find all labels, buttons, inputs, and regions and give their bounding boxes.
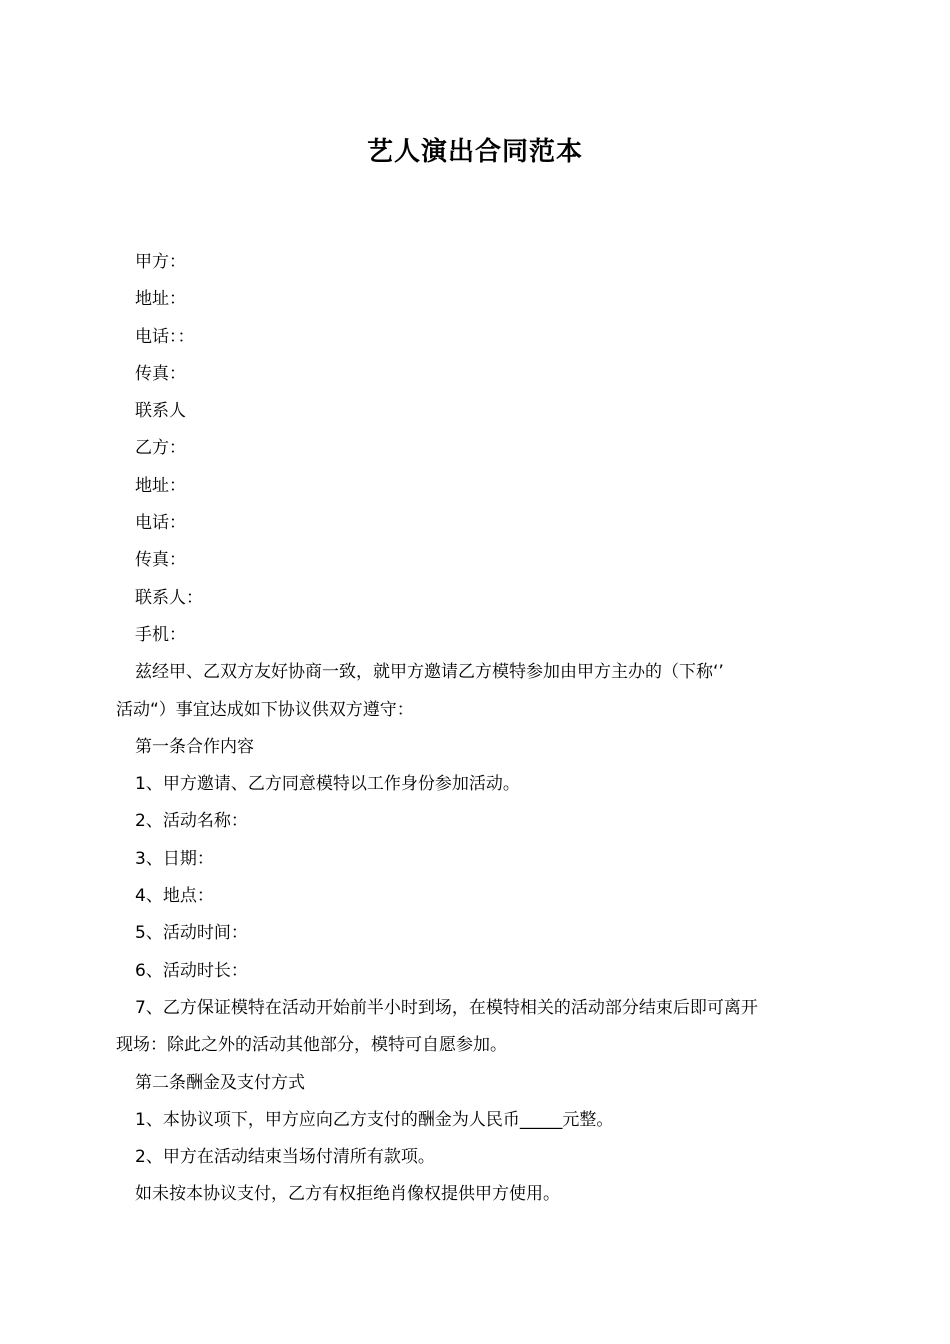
document-line: 2、活动名称： <box>135 811 248 832</box>
document-line: 手机： <box>135 624 186 645</box>
document-line: 7、乙方保证模特在活动开始前半小时到场，在模特相关的活动部分结束后即可离开 <box>135 997 758 1018</box>
document-line: 如未按本协议支付，乙方有权拒绝肖像权提供甲方使用。 <box>135 1184 560 1205</box>
document-line: 乙方： <box>135 438 186 459</box>
document-line: 传真： <box>135 363 186 384</box>
document-line: 第一条合作内容 <box>135 736 254 757</box>
document-line: 甲方： <box>135 252 186 272</box>
document-line: 1、本协议项下，甲方应向乙方支付的酬金为人民币_____元整。 <box>135 1109 614 1130</box>
document-line: 1、甲方邀请、乙方同意模特以工作身份参加活动。 <box>135 774 520 795</box>
document-line: 现场：除此之外的活动其他部分，模特可自愿参加。 <box>116 1035 507 1056</box>
document-line: 电话： <box>135 513 186 534</box>
document-line: 地址： <box>135 289 186 310</box>
document-line: 第二条酬金及支付方式 <box>135 1072 305 1093</box>
document-line: 4、地点： <box>135 886 214 907</box>
document-line: 传真： <box>135 550 186 571</box>
document-line: 6、活动时长： <box>135 960 248 981</box>
document-line: 2、甲方在活动结束当场付清所有款项。 <box>135 1147 435 1168</box>
document-line: 电话：： <box>135 326 195 347</box>
document-title: 艺人演出合同范本 <box>366 137 583 167</box>
document-body <box>116 244 836 1214</box>
document-line: 联系人 <box>135 401 186 422</box>
document-line: 联系人： <box>135 587 203 608</box>
document-line: 3、日期： <box>135 848 214 869</box>
document-line: 活动“）事宜达成如下协议供双方遵守： <box>116 699 414 720</box>
document-line: 5、活动时间： <box>135 923 248 944</box>
document-line: 兹经甲、乙双方友好协商一致，就甲方邀请乙方模特参加由甲方主办的（下称‘’ <box>135 662 724 683</box>
document-line: 地址： <box>135 475 186 496</box>
